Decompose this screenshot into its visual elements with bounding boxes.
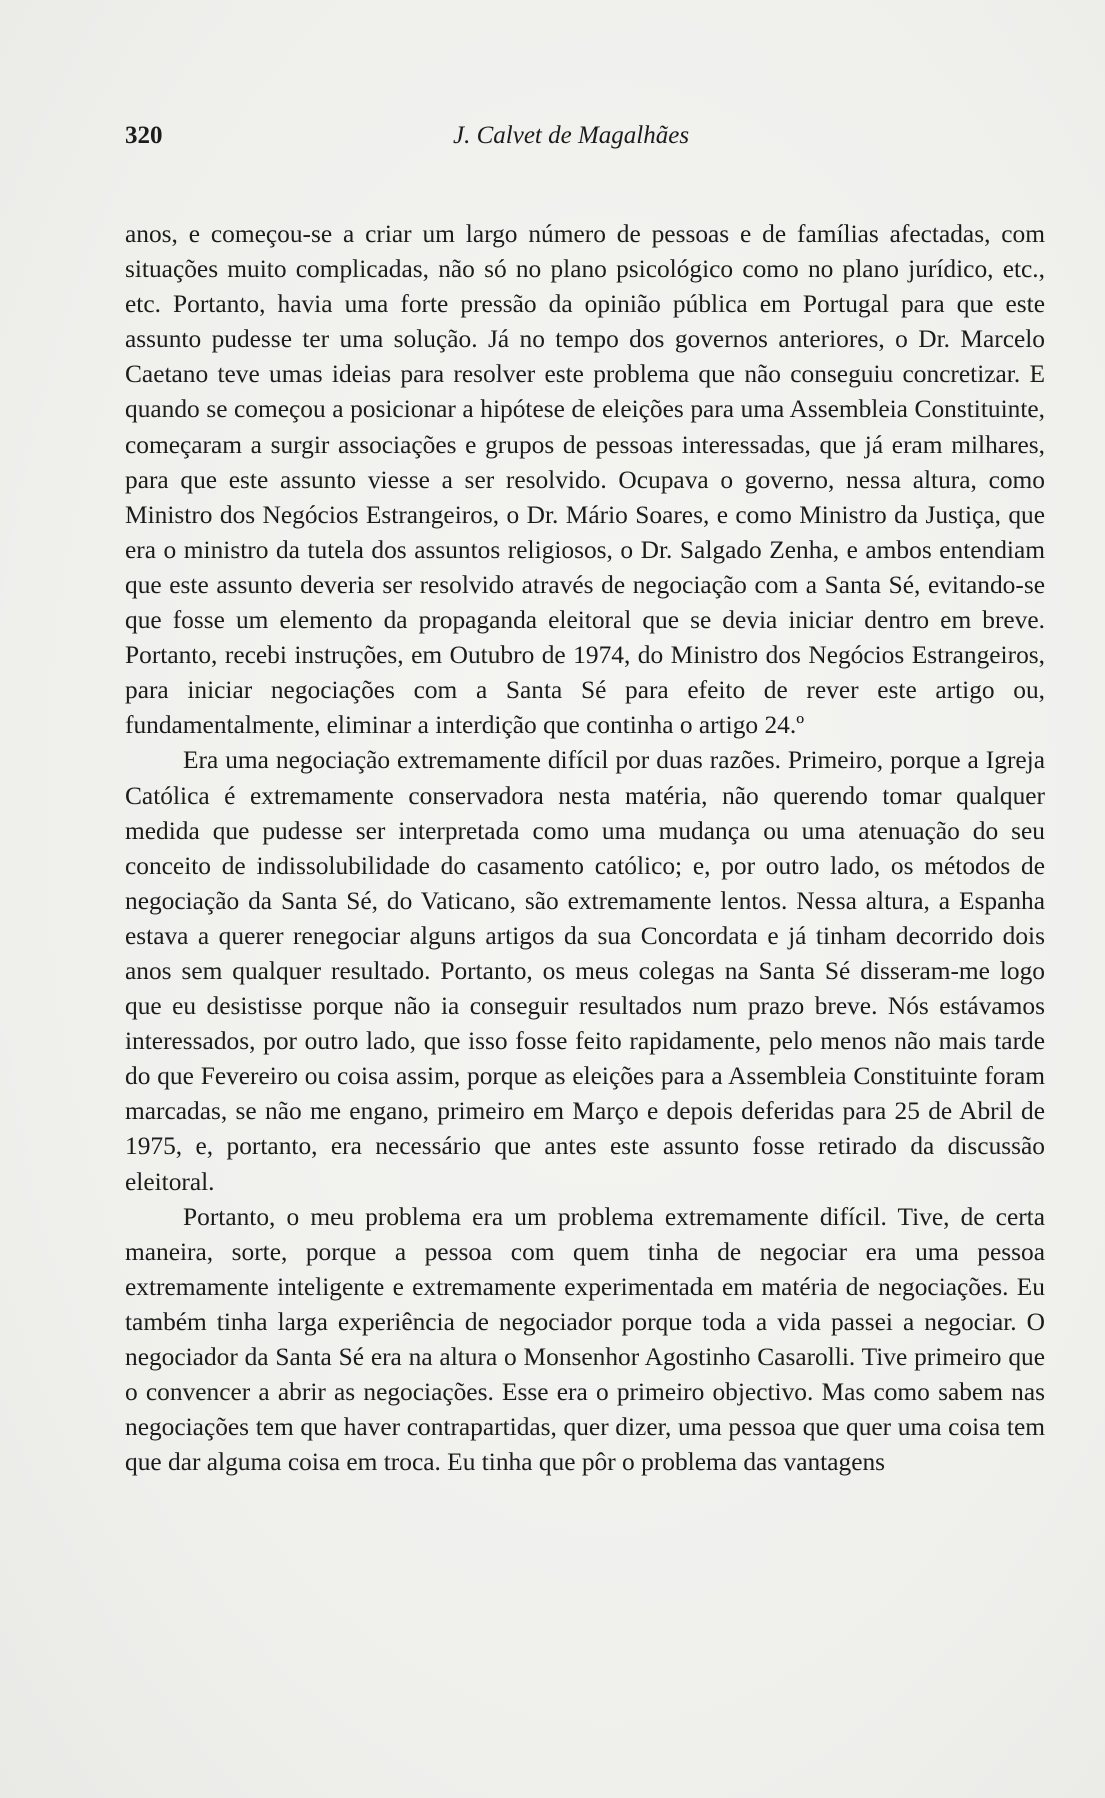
page-header xyxy=(125,122,1045,158)
paragraph: Portanto, o meu problema era um problema extremamente difícil. Tive, de certa maneira, sorte, porque a pessoa com quem tinha de negociar era uma pessoa extremamente inteligente e extremamente experimentada em matéria de negociações. Eu também tinha larga experiência de negociador porque toda a vida passei a negociar. O negociador da Santa Sé era na altura o Monsenhor Agostinho Casarolli. Tive primeiro que o convencer a abrir as negociações. Esse era o primeiro objectivo. Mas como sabem nas negociações tem que haver contrapartidas, quer dizer, uma pessoa que quer uma coisa tem que dar alguma coisa em troca. Eu tinha que pôr o problema das vantagens xyxy=(125,1202,1045,1477)
page-number: 320 xyxy=(125,122,163,149)
paragraph: Era uma negociação extremamente difícil por duas razões. Primeiro, porque a Igreja Católica é extremamente conservadora nesta matéria, não querendo tomar qualquer medida que pudesse ser interpretada como uma mudança ou uma atenuação do seu conceito de indissolubilidade do casamento católico; e, por outro lado, os métodos de negociação da Santa Sé, do Vaticano, são extremamente lentos. Nessa altura, a Espanha estava a querer renegociar alguns artigos da sua Concordata e já tinham decorrido dois anos sem qualquer resultado. Portanto, os meus colegas na Santa Sé disseram-me logo que eu desistisse porque não ia conseguir resultados num prazo breve. Nós estávamos interessados, por outro lado, que isso fosse feito rapidamente, pelo menos não mais tarde do que Fevereiro ou coisa assim, porque as eleições para a Assembleia Constituinte foram marcadas, se não me engano, primeiro em Março e depois deferidas para 25 de Abril de 1975, e, portanto, era necessário que antes este assunto fosse retirado da discussão eleitoral. xyxy=(125,746,1045,1196)
running-title: J. Calvet de Magalhães xyxy=(453,122,690,149)
body-text xyxy=(125,217,1045,1480)
paragraph-continued: anos, e começou-se a criar um largo número de pessoas e de famílias afectadas, com situações muito complicadas, não só no plano psicológico como no plano jurídico, etc., etc. Portanto, havia uma forte pressão da opinião pública em Portugal para que este assunto pudesse ter uma solução. Já no tempo dos governos anteriores, o Dr. Marcelo Caetano teve umas ideias para resolver este problema que não conseguiu concretizar. E quando se começou a posicionar a hipótese de eleições para uma Assembleia Constituinte, começaram a surgir associações e grupos de pessoas interessadas, que já eram milhares, para que este assunto viesse a ser resolvido. Ocupava o governo, nessa altura, como Ministro dos Negócios Estrangeiros, o Dr. Mário Soares, e como Ministro da Justiça, que era o ministro da tutela dos assuntos religiosos, o Dr. Salgado Zenha, e ambos entendiam que este assunto deveria ser resolvido através de negociação com a Santa Sé, evitando-se que fosse um elemento da propaganda eleitoral que se devia iniciar dentro em breve. Portanto, recebi instruções, em Outubro de 1974, do Ministro dos Negócios Estrangeiros, para iniciar negociações com a Santa Sé para efeito de rever este artigo ou, fundamentalmente, eliminar a interdição que continha o artigo 24.º xyxy=(125,220,1045,740)
